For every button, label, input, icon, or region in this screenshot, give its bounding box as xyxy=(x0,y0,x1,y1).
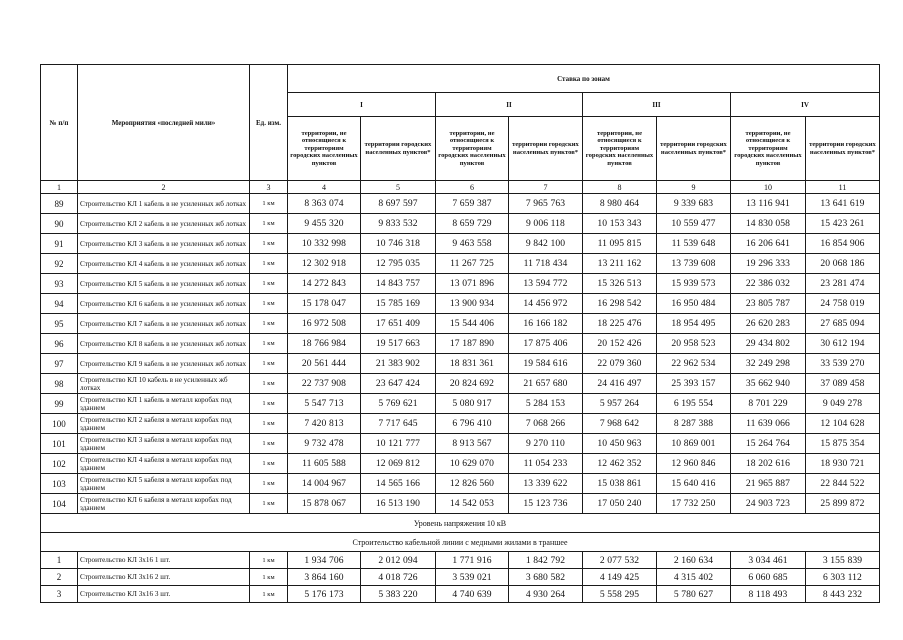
tariff-table xyxy=(40,64,880,603)
rate-value: 32 249 298 xyxy=(731,354,806,374)
rate-value: 6 303 112 xyxy=(806,569,880,586)
rate-value: 5 769 621 xyxy=(361,394,436,414)
row-number: 98 xyxy=(41,374,78,394)
rate-value: 9 732 478 xyxy=(288,434,361,454)
rate-value: 37 089 458 xyxy=(806,374,880,394)
rate-value: 12 462 352 xyxy=(583,454,657,474)
rate-value: 10 332 998 xyxy=(288,234,361,254)
rate-value: 8 287 388 xyxy=(657,414,731,434)
rate-value: 11 267 725 xyxy=(436,254,509,274)
rate-value: 15 875 354 xyxy=(806,434,880,454)
rate-value: 15 123 736 xyxy=(509,494,583,514)
row-number: 95 xyxy=(41,314,78,334)
table-row xyxy=(41,474,880,494)
rate-value: 10 869 001 xyxy=(657,434,731,454)
rate-value: 13 339 622 xyxy=(509,474,583,494)
rate-value: 19 296 333 xyxy=(731,254,806,274)
column-index-cell: 1 xyxy=(41,181,78,194)
table-row xyxy=(41,552,880,569)
row-measure: Строительство КЛ 1 кабель в металл коробах под зданием xyxy=(78,394,250,414)
rate-value: 2 012 094 xyxy=(361,552,436,569)
table-row xyxy=(41,254,880,274)
rate-value: 3 539 021 xyxy=(436,569,509,586)
row-measure: Строительство КЛ 6 кабеля в металл коробах под зданием xyxy=(78,494,250,514)
rate-value: 3 034 461 xyxy=(731,552,806,569)
table-row xyxy=(41,414,880,434)
rate-value: 14 843 757 xyxy=(361,274,436,294)
row-unit: 1 км xyxy=(250,274,288,294)
rate-value: 13 641 619 xyxy=(806,194,880,214)
rate-value: 23 647 424 xyxy=(361,374,436,394)
sub-header-non-urban: территории, не относящиеся к территориям городских населенных пунктов xyxy=(583,117,657,181)
rate-value: 15 038 861 xyxy=(583,474,657,494)
row-measure: Строительство КЛ 5 кабель в не усиленных жб лотках xyxy=(78,274,250,294)
rate-value: 12 104 628 xyxy=(806,414,880,434)
row-unit: 1 км xyxy=(250,194,288,214)
rate-value: 8 118 493 xyxy=(731,586,806,603)
rate-value: 21 657 680 xyxy=(509,374,583,394)
rate-value: 12 960 846 xyxy=(657,454,731,474)
rate-value: 3 155 839 xyxy=(806,552,880,569)
sub-header-urban: территории городских населенных пунктов* xyxy=(361,117,436,181)
rate-value: 19 517 663 xyxy=(361,334,436,354)
rate-value: 8 697 597 xyxy=(361,194,436,214)
rate-value: 5 780 627 xyxy=(657,586,731,603)
rate-value: 14 565 166 xyxy=(361,474,436,494)
row-unit: 1 км xyxy=(250,234,288,254)
rate-value: 17 875 406 xyxy=(509,334,583,354)
rate-value: 14 456 972 xyxy=(509,294,583,314)
rate-value: 20 152 426 xyxy=(583,334,657,354)
row-unit: 1 км xyxy=(250,434,288,454)
rate-value: 18 930 721 xyxy=(806,454,880,474)
rate-value: 8 701 229 xyxy=(731,394,806,414)
rate-value: 15 878 067 xyxy=(288,494,361,514)
column-index-cell: 11 xyxy=(806,181,880,194)
row-unit: 1 км xyxy=(250,586,288,603)
row-number: 102 xyxy=(41,454,78,474)
header-num: № п/п xyxy=(41,65,78,181)
rate-value: 9 833 532 xyxy=(361,214,436,234)
zone-header: III xyxy=(583,93,731,117)
rate-value: 5 957 264 xyxy=(583,394,657,414)
rate-value: 14 542 053 xyxy=(436,494,509,514)
table-row xyxy=(41,314,880,334)
row-measure: Строительство КЛ 4 кабель в не усиленных жб лотках xyxy=(78,254,250,274)
rate-value: 15 423 261 xyxy=(806,214,880,234)
rate-value: 4 315 402 xyxy=(657,569,731,586)
table-body xyxy=(41,181,880,603)
rate-value: 3 680 582 xyxy=(509,569,583,586)
sub-header-urban: территории городских населенных пунктов* xyxy=(806,117,880,181)
row-unit: 1 км xyxy=(250,474,288,494)
rate-value: 4 740 639 xyxy=(436,586,509,603)
row-number: 92 xyxy=(41,254,78,274)
rate-value: 18 766 984 xyxy=(288,334,361,354)
rate-value: 2 160 634 xyxy=(657,552,731,569)
rate-value: 12 795 035 xyxy=(361,254,436,274)
sub-header-urban: территории городских населенных пунктов* xyxy=(509,117,583,181)
rate-value: 18 225 476 xyxy=(583,314,657,334)
row-number: 99 xyxy=(41,394,78,414)
rate-value: 8 363 074 xyxy=(288,194,361,214)
row-measure: Строительство КЛ 3 кабель в не усиленных жб лотках xyxy=(78,234,250,254)
table-row xyxy=(41,274,880,294)
zone-header: II xyxy=(436,93,583,117)
header-measure: Мероприятия «последней мили» xyxy=(78,65,250,181)
column-index-cell: 10 xyxy=(731,181,806,194)
rate-value: 3 864 160 xyxy=(288,569,361,586)
rate-value: 19 584 616 xyxy=(509,354,583,374)
rate-value: 11 539 648 xyxy=(657,234,731,254)
rate-value: 6 195 554 xyxy=(657,394,731,414)
header-unit: Ед. изм. xyxy=(250,65,288,181)
table-row xyxy=(41,234,880,254)
rate-value: 35 662 940 xyxy=(731,374,806,394)
rate-value: 17 732 250 xyxy=(657,494,731,514)
rate-value: 17 651 409 xyxy=(361,314,436,334)
rate-value: 9 339 683 xyxy=(657,194,731,214)
rate-value: 23 805 787 xyxy=(731,294,806,314)
header-rate: Ставка по зонам xyxy=(288,65,880,93)
table-row xyxy=(41,494,880,514)
row-measure: Строительство КЛ 6 кабель в не усиленных жб лотках xyxy=(78,294,250,314)
row-number: 101 xyxy=(41,434,78,454)
row-measure: Строительство КЛ 3х16 3 шт. xyxy=(78,586,250,603)
sub-header-non-urban: территории, не относящиеся к территориям городских населенных пунктов xyxy=(731,117,806,181)
rate-value: 23 281 474 xyxy=(806,274,880,294)
row-unit: 1 км xyxy=(250,294,288,314)
rate-value: 24 416 497 xyxy=(583,374,657,394)
rate-value: 5 383 220 xyxy=(361,586,436,603)
rate-value: 16 854 906 xyxy=(806,234,880,254)
rate-value: 1 842 792 xyxy=(509,552,583,569)
rate-value: 13 116 941 xyxy=(731,194,806,214)
rate-value: 9 049 278 xyxy=(806,394,880,414)
rate-value: 15 178 047 xyxy=(288,294,361,314)
rate-value: 13 211 162 xyxy=(583,254,657,274)
rate-value: 17 050 240 xyxy=(583,494,657,514)
table-row xyxy=(41,194,880,214)
table-row xyxy=(41,374,880,394)
row-unit: 1 км xyxy=(250,552,288,569)
rate-value: 13 594 772 xyxy=(509,274,583,294)
row-unit: 1 км xyxy=(250,494,288,514)
rate-value: 15 785 169 xyxy=(361,294,436,314)
rate-value: 20 068 186 xyxy=(806,254,880,274)
column-index-cell: 2 xyxy=(78,181,250,194)
rate-value: 18 954 495 xyxy=(657,314,731,334)
rate-value: 20 561 444 xyxy=(288,354,361,374)
row-number: 104 xyxy=(41,494,78,514)
rate-value: 15 544 406 xyxy=(436,314,509,334)
table-row xyxy=(41,294,880,314)
rate-value: 2 077 532 xyxy=(583,552,657,569)
rate-value: 9 270 110 xyxy=(509,434,583,454)
rate-value: 11 054 233 xyxy=(509,454,583,474)
rate-value: 16 513 190 xyxy=(361,494,436,514)
rate-value: 16 972 508 xyxy=(288,314,361,334)
rate-value: 7 659 387 xyxy=(436,194,509,214)
row-measure: Строительство КЛ 4 кабеля в металл коробах под зданием xyxy=(78,454,250,474)
rate-value: 10 153 343 xyxy=(583,214,657,234)
copper-section-heading-row xyxy=(41,533,880,552)
column-index-cell: 5 xyxy=(361,181,436,194)
column-index-cell: 4 xyxy=(288,181,361,194)
rate-value: 8 443 232 xyxy=(806,586,880,603)
zone-header: I xyxy=(288,93,436,117)
voltage-section-heading-row xyxy=(41,514,880,533)
rate-value: 16 166 182 xyxy=(509,314,583,334)
row-measure: Строительство КЛ 9 кабель в не усиленных жб лотках xyxy=(78,354,250,374)
row-measure: Строительство КЛ 2 кабеля в металл коробах под зданием xyxy=(78,414,250,434)
row-number: 93 xyxy=(41,274,78,294)
rate-value: 26 620 283 xyxy=(731,314,806,334)
row-unit: 1 км xyxy=(250,214,288,234)
rate-value: 33 539 270 xyxy=(806,354,880,374)
rate-value: 5 558 295 xyxy=(583,586,657,603)
row-unit: 1 км xyxy=(250,254,288,274)
table-row xyxy=(41,434,880,454)
row-unit: 1 км xyxy=(250,354,288,374)
column-index-cell: 3 xyxy=(250,181,288,194)
row-measure: Строительство КЛ 1 кабель в не усиленных жб лотках xyxy=(78,194,250,214)
rate-value: 15 326 513 xyxy=(583,274,657,294)
row-unit: 1 км xyxy=(250,374,288,394)
rate-value: 22 079 360 xyxy=(583,354,657,374)
voltage-section-heading: Уровень напряжения 10 кВ xyxy=(41,514,880,533)
sub-header-urban: территории городских населенных пунктов* xyxy=(657,117,731,181)
rate-value: 14 830 058 xyxy=(731,214,806,234)
column-index-cell: 9 xyxy=(657,181,731,194)
rate-value: 4 930 264 xyxy=(509,586,583,603)
rate-value: 7 420 813 xyxy=(288,414,361,434)
row-unit: 1 км xyxy=(250,314,288,334)
rate-value: 24 758 019 xyxy=(806,294,880,314)
row-unit: 1 км xyxy=(250,334,288,354)
row-unit: 1 км xyxy=(250,414,288,434)
rate-value: 12 302 918 xyxy=(288,254,361,274)
table-row xyxy=(41,454,880,474)
rate-value: 1 934 706 xyxy=(288,552,361,569)
rate-value: 5 176 173 xyxy=(288,586,361,603)
rate-value: 14 004 967 xyxy=(288,474,361,494)
rate-value: 6 060 685 xyxy=(731,569,806,586)
rate-value: 11 718 434 xyxy=(509,254,583,274)
row-number: 90 xyxy=(41,214,78,234)
rate-value: 4 018 726 xyxy=(361,569,436,586)
rate-value: 27 685 094 xyxy=(806,314,880,334)
row-measure: Строительство КЛ 5 кабеля в металл коробах под зданием xyxy=(78,474,250,494)
rate-value: 15 640 416 xyxy=(657,474,731,494)
sub-header-non-urban: территории, не относящиеся к территориям городских населенных пунктов xyxy=(436,117,509,181)
rate-value: 5 080 917 xyxy=(436,394,509,414)
column-index-cell: 7 xyxy=(509,181,583,194)
table-row xyxy=(41,394,880,414)
rate-value: 11 605 588 xyxy=(288,454,361,474)
row-number: 94 xyxy=(41,294,78,314)
rate-value: 29 434 802 xyxy=(731,334,806,354)
row-number: 1 xyxy=(41,552,78,569)
sub-header-non-urban: территории, не относящиеся к территориям городских населенных пунктов xyxy=(288,117,361,181)
rate-value: 18 202 616 xyxy=(731,454,806,474)
rate-value: 8 980 464 xyxy=(583,194,657,214)
rate-value: 9 455 320 xyxy=(288,214,361,234)
row-number: 100 xyxy=(41,414,78,434)
rate-value: 7 068 266 xyxy=(509,414,583,434)
rate-value: 25 393 157 xyxy=(657,374,731,394)
rate-value: 8 913 567 xyxy=(436,434,509,454)
rate-value: 16 206 641 xyxy=(731,234,806,254)
rate-value: 22 962 534 xyxy=(657,354,731,374)
column-index-cell: 6 xyxy=(436,181,509,194)
rate-value: 10 746 318 xyxy=(361,234,436,254)
rate-value: 7 968 642 xyxy=(583,414,657,434)
rate-value: 14 272 843 xyxy=(288,274,361,294)
rate-value: 5 547 713 xyxy=(288,394,361,414)
rate-value: 10 450 963 xyxy=(583,434,657,454)
row-measure: Строительство КЛ 3х16 1 шт. xyxy=(78,552,250,569)
rate-value: 10 559 477 xyxy=(657,214,731,234)
row-unit: 1 км xyxy=(250,454,288,474)
rate-value: 4 149 425 xyxy=(583,569,657,586)
rate-value: 24 903 723 xyxy=(731,494,806,514)
column-index-cell: 8 xyxy=(583,181,657,194)
rate-value: 9 842 100 xyxy=(509,234,583,254)
row-number: 96 xyxy=(41,334,78,354)
rate-value: 30 612 194 xyxy=(806,334,880,354)
rate-value: 11 095 815 xyxy=(583,234,657,254)
row-measure: Строительство КЛ 7 кабель в не усиленных жб лотках xyxy=(78,314,250,334)
row-measure: Строительство КЛ 10 кабель в не усиленных жб лотках xyxy=(78,374,250,394)
rate-value: 10 121 777 xyxy=(361,434,436,454)
row-measure: Строительство КЛ 2 кабель в не усиленных жб лотках xyxy=(78,214,250,234)
rate-value: 12 069 812 xyxy=(361,454,436,474)
rate-value: 22 386 032 xyxy=(731,274,806,294)
rate-value: 9 463 558 xyxy=(436,234,509,254)
rate-value: 5 284 153 xyxy=(509,394,583,414)
row-unit: 1 км xyxy=(250,394,288,414)
table-row xyxy=(41,354,880,374)
rate-value: 16 950 484 xyxy=(657,294,731,314)
table-row xyxy=(41,586,880,603)
rate-value: 1 771 916 xyxy=(436,552,509,569)
rate-value: 12 826 560 xyxy=(436,474,509,494)
rate-value: 10 629 070 xyxy=(436,454,509,474)
rate-value: 8 659 729 xyxy=(436,214,509,234)
rate-value: 7 965 763 xyxy=(509,194,583,214)
rate-value: 20 824 692 xyxy=(436,374,509,394)
row-number: 3 xyxy=(41,586,78,603)
rate-value: 21 383 902 xyxy=(361,354,436,374)
rate-value: 20 958 523 xyxy=(657,334,731,354)
rate-value: 13 739 608 xyxy=(657,254,731,274)
row-measure: Строительство КЛ 3 кабеля в металл коробах под зданием xyxy=(78,434,250,454)
column-index-row xyxy=(41,181,880,194)
rate-value: 21 965 887 xyxy=(731,474,806,494)
row-measure: Строительство КЛ 3х16 2 шт. xyxy=(78,569,250,586)
rate-value: 6 796 410 xyxy=(436,414,509,434)
rate-value: 25 899 872 xyxy=(806,494,880,514)
row-unit: 1 км xyxy=(250,569,288,586)
rate-value: 15 264 764 xyxy=(731,434,806,454)
row-number: 2 xyxy=(41,569,78,586)
rate-value: 22 737 908 xyxy=(288,374,361,394)
row-number: 91 xyxy=(41,234,78,254)
table-row xyxy=(41,334,880,354)
rate-value: 13 900 934 xyxy=(436,294,509,314)
row-number: 103 xyxy=(41,474,78,494)
rate-value: 9 006 118 xyxy=(509,214,583,234)
rate-value: 18 831 361 xyxy=(436,354,509,374)
rate-value: 15 939 573 xyxy=(657,274,731,294)
rate-value: 11 639 066 xyxy=(731,414,806,434)
row-measure: Строительство КЛ 8 кабель в не усиленных жб лотках xyxy=(78,334,250,354)
rate-value: 16 298 542 xyxy=(583,294,657,314)
rate-value: 22 844 522 xyxy=(806,474,880,494)
row-number: 97 xyxy=(41,354,78,374)
rate-value: 7 717 645 xyxy=(361,414,436,434)
row-number: 89 xyxy=(41,194,78,214)
rate-value: 17 187 890 xyxy=(436,334,509,354)
rate-value: 13 071 896 xyxy=(436,274,509,294)
table-row xyxy=(41,569,880,586)
table-row xyxy=(41,214,880,234)
zone-header: IV xyxy=(731,93,880,117)
copper-section-heading: Строительство кабельной линии с медными жилами в траншее xyxy=(41,533,880,552)
